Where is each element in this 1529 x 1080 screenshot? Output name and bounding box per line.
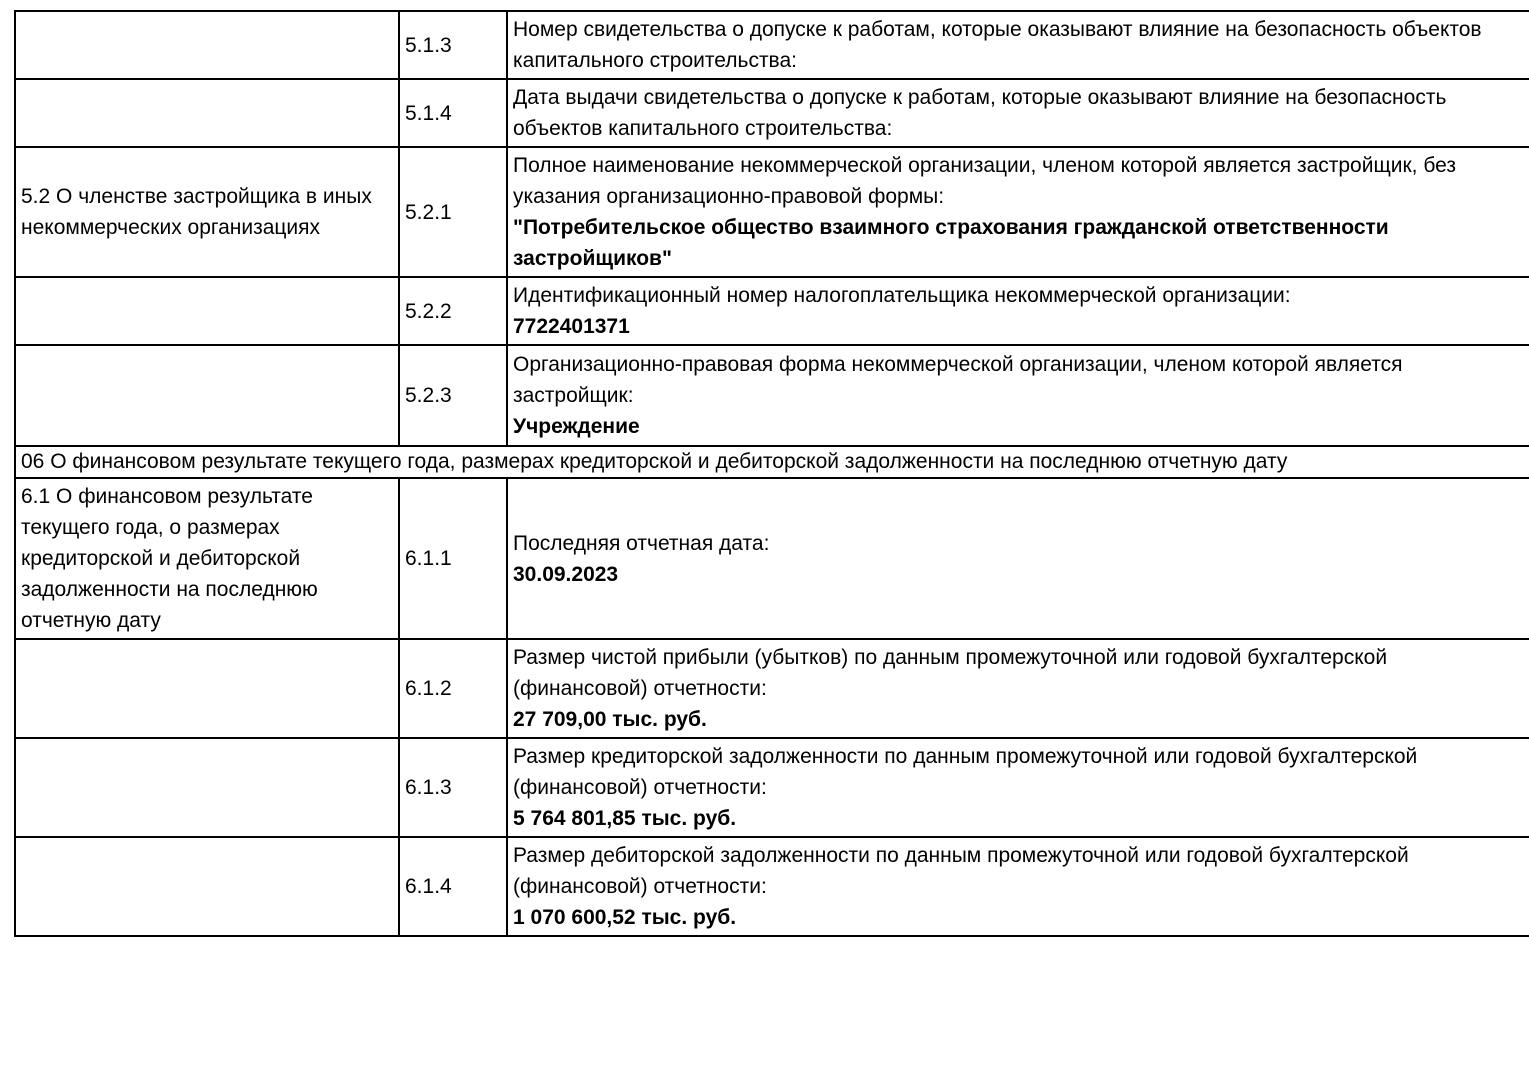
section-header: 06 О финансовом результате текущего года, размерах кредиторской и дебиторской задолженности на последнюю отчетную дату xyxy=(15,446,1529,478)
row-number-cell: 6.1.1 xyxy=(399,478,507,639)
section-label-cell xyxy=(15,11,399,79)
field-label: Идентификационный номер налогоплательщика некоммерческой организации: xyxy=(513,284,1291,307)
field-label: Организационно-правовая форма некоммерческой организации, членом которой является застройщик: xyxy=(513,353,1403,407)
row-number-cell: 6.1.2 xyxy=(399,639,507,738)
section-label-cell xyxy=(15,837,399,936)
section-label-cell: 6.1 О финансовом результате текущего года, о размерах кредиторской и дебиторской задолженности на последнюю отчетную дату xyxy=(15,478,399,639)
field-value: 7722401371 xyxy=(513,315,630,338)
table-row xyxy=(15,11,1529,79)
row-number-cell: 5.2.3 xyxy=(399,345,507,446)
table-row xyxy=(15,837,1529,936)
field-value: 5 764 801,85 тыс. руб. xyxy=(513,807,737,830)
field-value: Учреждение xyxy=(513,415,640,438)
field-label: Размер дебиторской задолженности по данным промежуточной или годовой бухгалтерской (финансовой) отчетности: xyxy=(513,844,1409,898)
section-label-cell: 5.2 О членстве застройщика в иных некоммерческих организациях xyxy=(15,147,399,277)
table-row xyxy=(15,345,1529,446)
field-label: Размер чистой прибыли (убытков) по данным промежуточной или годовой бухгалтерской (финансовой) отчетности: xyxy=(513,646,1388,700)
table-row xyxy=(15,639,1529,738)
field-label: Дата выдачи свидетельства о допуске к работам, которые оказывают влияние на безопасность объектов капитального строительства: xyxy=(513,86,1447,140)
row-number-cell: 5.1.4 xyxy=(399,79,507,147)
field-label: Размер кредиторской задолженности по данным промежуточной или годовой бухгалтерской (финансовой) отчетности: xyxy=(513,745,1418,799)
row-number-cell: 6.1.4 xyxy=(399,837,507,936)
table-row xyxy=(15,79,1529,147)
row-number-cell: 5.2.2 xyxy=(399,277,507,345)
field-label: Полное наименование некоммерческой организации, членом которой является застройщик, без указания организационно-правовой формы: xyxy=(513,154,1456,208)
row-content-cell xyxy=(507,11,1529,79)
field-value: 27 709,00 тыс. руб. xyxy=(513,708,707,731)
row-content-cell xyxy=(507,837,1529,936)
row-content-cell xyxy=(507,277,1529,345)
section-label-cell xyxy=(15,345,399,446)
field-label: Последняя отчетная дата: xyxy=(513,531,770,555)
row-content-cell xyxy=(507,79,1529,147)
row-number-cell: 5.1.3 xyxy=(399,11,507,79)
table-row xyxy=(15,277,1529,345)
row-content-cell xyxy=(507,345,1529,446)
row-number-cell: 5.2.1 xyxy=(399,147,507,277)
field-value: "Потребительское общество взаимного страхования гражданской ответственности застройщиков" xyxy=(513,216,1389,270)
table-row xyxy=(15,478,1529,639)
section-header-row xyxy=(15,446,1529,478)
row-number-cell: 6.1.3 xyxy=(399,738,507,837)
field-value: 1 070 600,52 тыс. руб. xyxy=(513,906,737,929)
row-content-cell xyxy=(507,478,1529,639)
row-content-cell xyxy=(507,738,1529,837)
row-content-cell xyxy=(507,639,1529,738)
section-label-cell xyxy=(15,738,399,837)
row-content-cell xyxy=(507,147,1529,277)
declaration-table xyxy=(14,10,1529,937)
table-row xyxy=(15,738,1529,837)
section-label-cell xyxy=(15,639,399,738)
table-row xyxy=(15,147,1529,277)
field-value: 30.09.2023 xyxy=(513,562,619,586)
field-label: Номер свидетельства о допуске к работам, которые оказывают влияние на безопасность объектов капитального строительства: xyxy=(513,18,1482,72)
section-label-cell xyxy=(15,79,399,147)
section-label-cell xyxy=(15,277,399,345)
